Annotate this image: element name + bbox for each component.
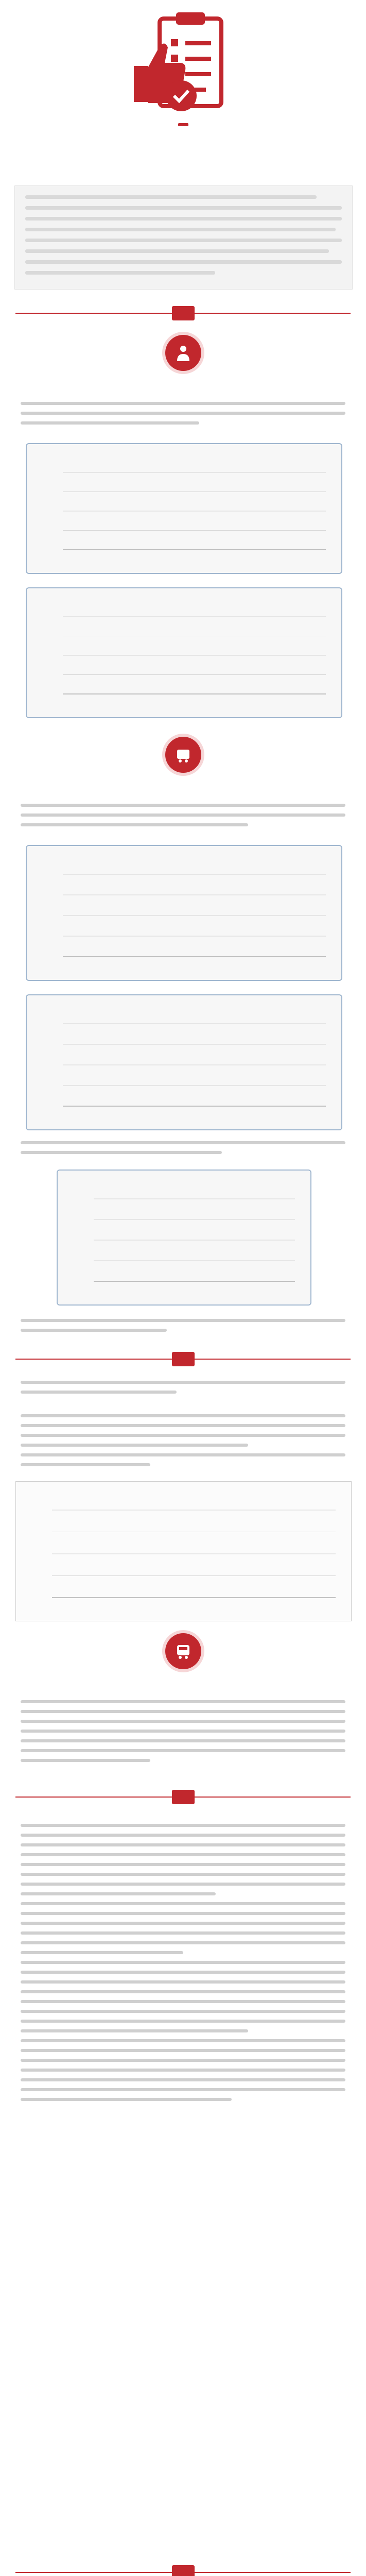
section-title bbox=[172, 1790, 195, 1804]
loco-text bbox=[21, 1700, 345, 1769]
chart-svg bbox=[27, 846, 341, 980]
section-header-science bbox=[0, 1788, 366, 1806]
chart-svg bbox=[27, 995, 341, 1129]
section-header-construction bbox=[0, 1350, 366, 1368]
chart-panel-freight-turnover bbox=[26, 994, 342, 1130]
intro-summary-box bbox=[14, 185, 353, 290]
chart-svg bbox=[27, 444, 341, 573]
section-title bbox=[172, 306, 195, 320]
section-title bbox=[172, 1352, 195, 1366]
locomotive-icon bbox=[174, 1642, 193, 1660]
section-header-energy bbox=[0, 2563, 366, 2576]
chart-panel-passenger-turnover bbox=[26, 587, 342, 718]
chart-svg bbox=[58, 1171, 310, 1304]
section-header-transport bbox=[0, 304, 366, 323]
science-text bbox=[21, 1824, 345, 2108]
safety-text bbox=[21, 1319, 345, 1338]
subsection-loco bbox=[0, 1633, 366, 1690]
hero-title-badge bbox=[178, 123, 188, 126]
chart-svg bbox=[27, 588, 341, 717]
construction-text bbox=[21, 1381, 345, 1400]
hero-banner bbox=[0, 0, 366, 155]
chart-panel-passengers bbox=[26, 443, 342, 574]
section-title bbox=[172, 2565, 195, 2576]
freight-text bbox=[21, 804, 345, 833]
freight-text-2 bbox=[21, 1141, 345, 1161]
subsection-freight bbox=[0, 737, 366, 793]
passenger-text bbox=[21, 402, 345, 431]
construction-text-2 bbox=[21, 1414, 345, 1473]
chart-panel-total-turnover bbox=[57, 1170, 311, 1306]
subsection-passenger bbox=[0, 335, 366, 392]
chart-panel-freight-volume bbox=[26, 845, 342, 981]
passenger-icon bbox=[174, 344, 193, 362]
freight-train-icon bbox=[174, 745, 193, 764]
report-clipboard-icon bbox=[124, 9, 242, 115]
chart-panel-mileage-table bbox=[15, 1481, 352, 1621]
chart-svg bbox=[16, 1482, 351, 1621]
